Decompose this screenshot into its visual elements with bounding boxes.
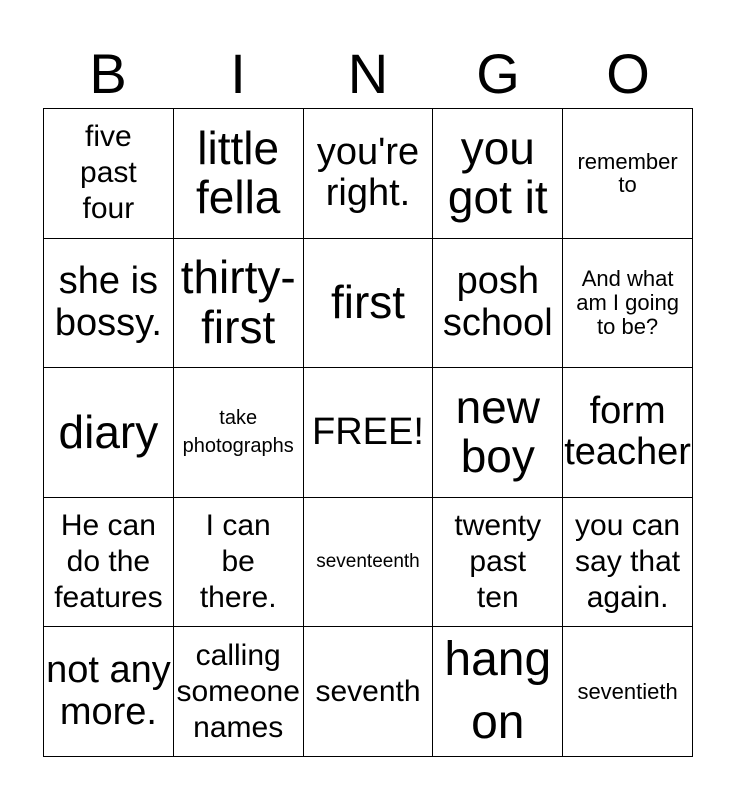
bingo-cell[interactable] xyxy=(433,239,563,369)
header-letter-g: G xyxy=(476,42,520,105)
bingo-cell[interactable] xyxy=(44,368,174,498)
bingo-cell-text: twenty past ten xyxy=(454,509,542,615)
bingo-cell-text: hang on xyxy=(444,633,552,749)
bingo-cell-text: five past four xyxy=(80,120,137,226)
bingo-cell[interactable] xyxy=(563,109,693,239)
bingo-cell[interactable] xyxy=(563,368,693,498)
bingo-cell[interactable] xyxy=(433,498,563,628)
bingo-cell[interactable] xyxy=(174,239,304,369)
header-letter-i: I xyxy=(230,42,246,105)
bingo-cell[interactable] xyxy=(304,498,434,628)
bingo-cell-text: not any more. xyxy=(46,648,171,733)
bingo-cell[interactable] xyxy=(304,239,434,369)
bingo-cell-text: you can say that again. xyxy=(575,509,681,615)
header-letter-o: O xyxy=(606,42,650,105)
bingo-cell[interactable] xyxy=(563,498,693,628)
bingo-board xyxy=(43,108,693,757)
bingo-cell[interactable] xyxy=(44,109,174,239)
bingo-cell[interactable] xyxy=(174,627,304,757)
header-letter-n: N xyxy=(347,42,389,105)
bingo-cell[interactable] xyxy=(44,627,174,757)
bingo-cell-text: form teacher xyxy=(564,389,691,474)
bingo-cell-text: she is bossy. xyxy=(54,260,162,344)
bingo-cell[interactable] xyxy=(304,109,434,239)
bingo-cell-text: remember to xyxy=(577,148,678,198)
bingo-cell-text: take photographs xyxy=(182,407,294,458)
bingo-cell-text: calling someone names xyxy=(176,638,300,744)
bingo-cell[interactable] xyxy=(174,368,304,498)
bingo-cell-text: new boy xyxy=(455,380,540,483)
bingo-cell-text: posh school xyxy=(442,260,553,344)
bingo-cell[interactable] xyxy=(563,239,693,369)
bingo-cell-text: thirty- first xyxy=(180,251,296,353)
bingo-cell-text: And what am I going to be? xyxy=(576,266,679,339)
bingo-cell[interactable] xyxy=(433,368,563,498)
bingo-cell-text: little fella xyxy=(196,121,281,224)
bingo-cell[interactable] xyxy=(44,239,174,369)
bingo-cell-text: diary xyxy=(58,405,159,458)
bingo-cell-text: He can do the features xyxy=(54,509,163,615)
bingo-cell-text: I can be there. xyxy=(199,509,277,615)
bingo-cell-text: seventieth xyxy=(577,678,678,704)
bingo-cell[interactable] xyxy=(304,627,434,757)
bingo-cell[interactable] xyxy=(433,627,563,757)
bingo-cell-text: first xyxy=(330,276,406,329)
bingo-cell-text: seventh xyxy=(315,674,421,708)
bingo-header xyxy=(43,40,693,108)
bingo-cell[interactable] xyxy=(174,498,304,628)
bingo-cell-text: FREE! xyxy=(312,410,424,453)
bingo-cell[interactable] xyxy=(563,627,693,757)
bingo-cell[interactable] xyxy=(174,109,304,239)
bingo-cell[interactable] xyxy=(44,498,174,628)
bingo-cell[interactable] xyxy=(304,368,434,498)
bingo-cell-text: you got it xyxy=(447,121,548,224)
header-letter-b: B xyxy=(89,42,127,105)
bingo-cell-text: seventeenth xyxy=(316,550,420,572)
bingo-cell[interactable] xyxy=(433,109,563,239)
bingo-cell-text: you're right. xyxy=(316,130,420,215)
